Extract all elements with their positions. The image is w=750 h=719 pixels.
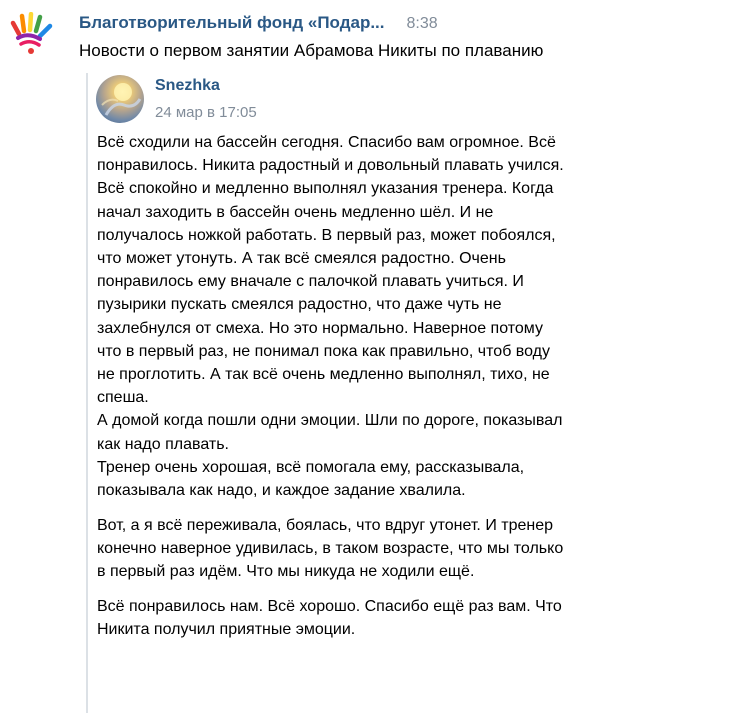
text-line: Всё сходили на бассейн сегодня. Спасибо вам огромное. Всё [97, 134, 556, 151]
text-line: захлебнулся от смеха. Но это нормально. Наверное потому [97, 319, 543, 337]
text-line: что может утонуть. А так всё смеялся радостно. Очень [97, 250, 506, 268]
text-line: понравилось. Никита радостный и довольный плавать учился. [97, 157, 564, 175]
text-line: Тренер очень хорошая, всё помогала ему, рассказывала, [97, 458, 525, 476]
post-author-link[interactable]: Благотворительный фонд «Подар... [79, 13, 385, 32]
text-line: не проглотить. А так всё очень медленно выполнял, тихо, не [97, 366, 550, 384]
text-line: получалось ножкой работать. В первый раз, может побоялся, [97, 226, 556, 244]
text-line: А домой когда пошли одни эмоции. Шли по дороге, показывал [97, 412, 563, 430]
text-line: спеша. [97, 389, 149, 407]
repost-text [97, 131, 747, 641]
text-line: понравилось ему вначале с палочкой плавать учиться. И [97, 273, 524, 291]
repost-author-avatar[interactable] [96, 75, 144, 123]
post-time[interactable]: 8:38 [406, 15, 438, 32]
paragraph-gap [97, 583, 747, 595]
text-line: что в первый раз, не понимал пока как правильно, чтоб воду [97, 342, 550, 360]
text-line: Всё понравилось нам. Всё хорошо. Спасибо ещё раз вам. Что [97, 598, 562, 616]
paragraph-gap [97, 502, 747, 514]
text-line: Никита получил приятные эмоции. [97, 621, 356, 639]
repost-author-link[interactable]: Snezhka [155, 77, 220, 94]
repost-date[interactable]: 24 мар в 17:05 [155, 104, 257, 121]
repost-block [86, 73, 748, 713]
post-text: Новости о первом занятии Абрамова Никиты по плаванию [79, 41, 544, 60]
text-line: пузырики пускать смеялся радостно, что даже чуть не [97, 296, 502, 314]
text-line: начал заходить в бассейн очень медленно шёл. И не [97, 203, 494, 221]
text-line: в первый раз идём. Что мы никуда не ходили ещё. [97, 563, 475, 581]
text-line: конечно наверное удивилась, в таком возрасте, что мы только [97, 540, 564, 558]
post-header [79, 13, 438, 33]
text-line: как надо плавать. [97, 435, 229, 453]
text-line: Всё спокойно и медленно выполнял указания тренера. Когда [97, 180, 554, 198]
text-line: Вот, а я всё переживала, боялась, что вдруг утонет. И тренер [97, 516, 554, 534]
foundation-logo-icon[interactable] [10, 12, 60, 56]
text-line: показывала как надо, и каждое задание хвалила. [97, 482, 466, 500]
